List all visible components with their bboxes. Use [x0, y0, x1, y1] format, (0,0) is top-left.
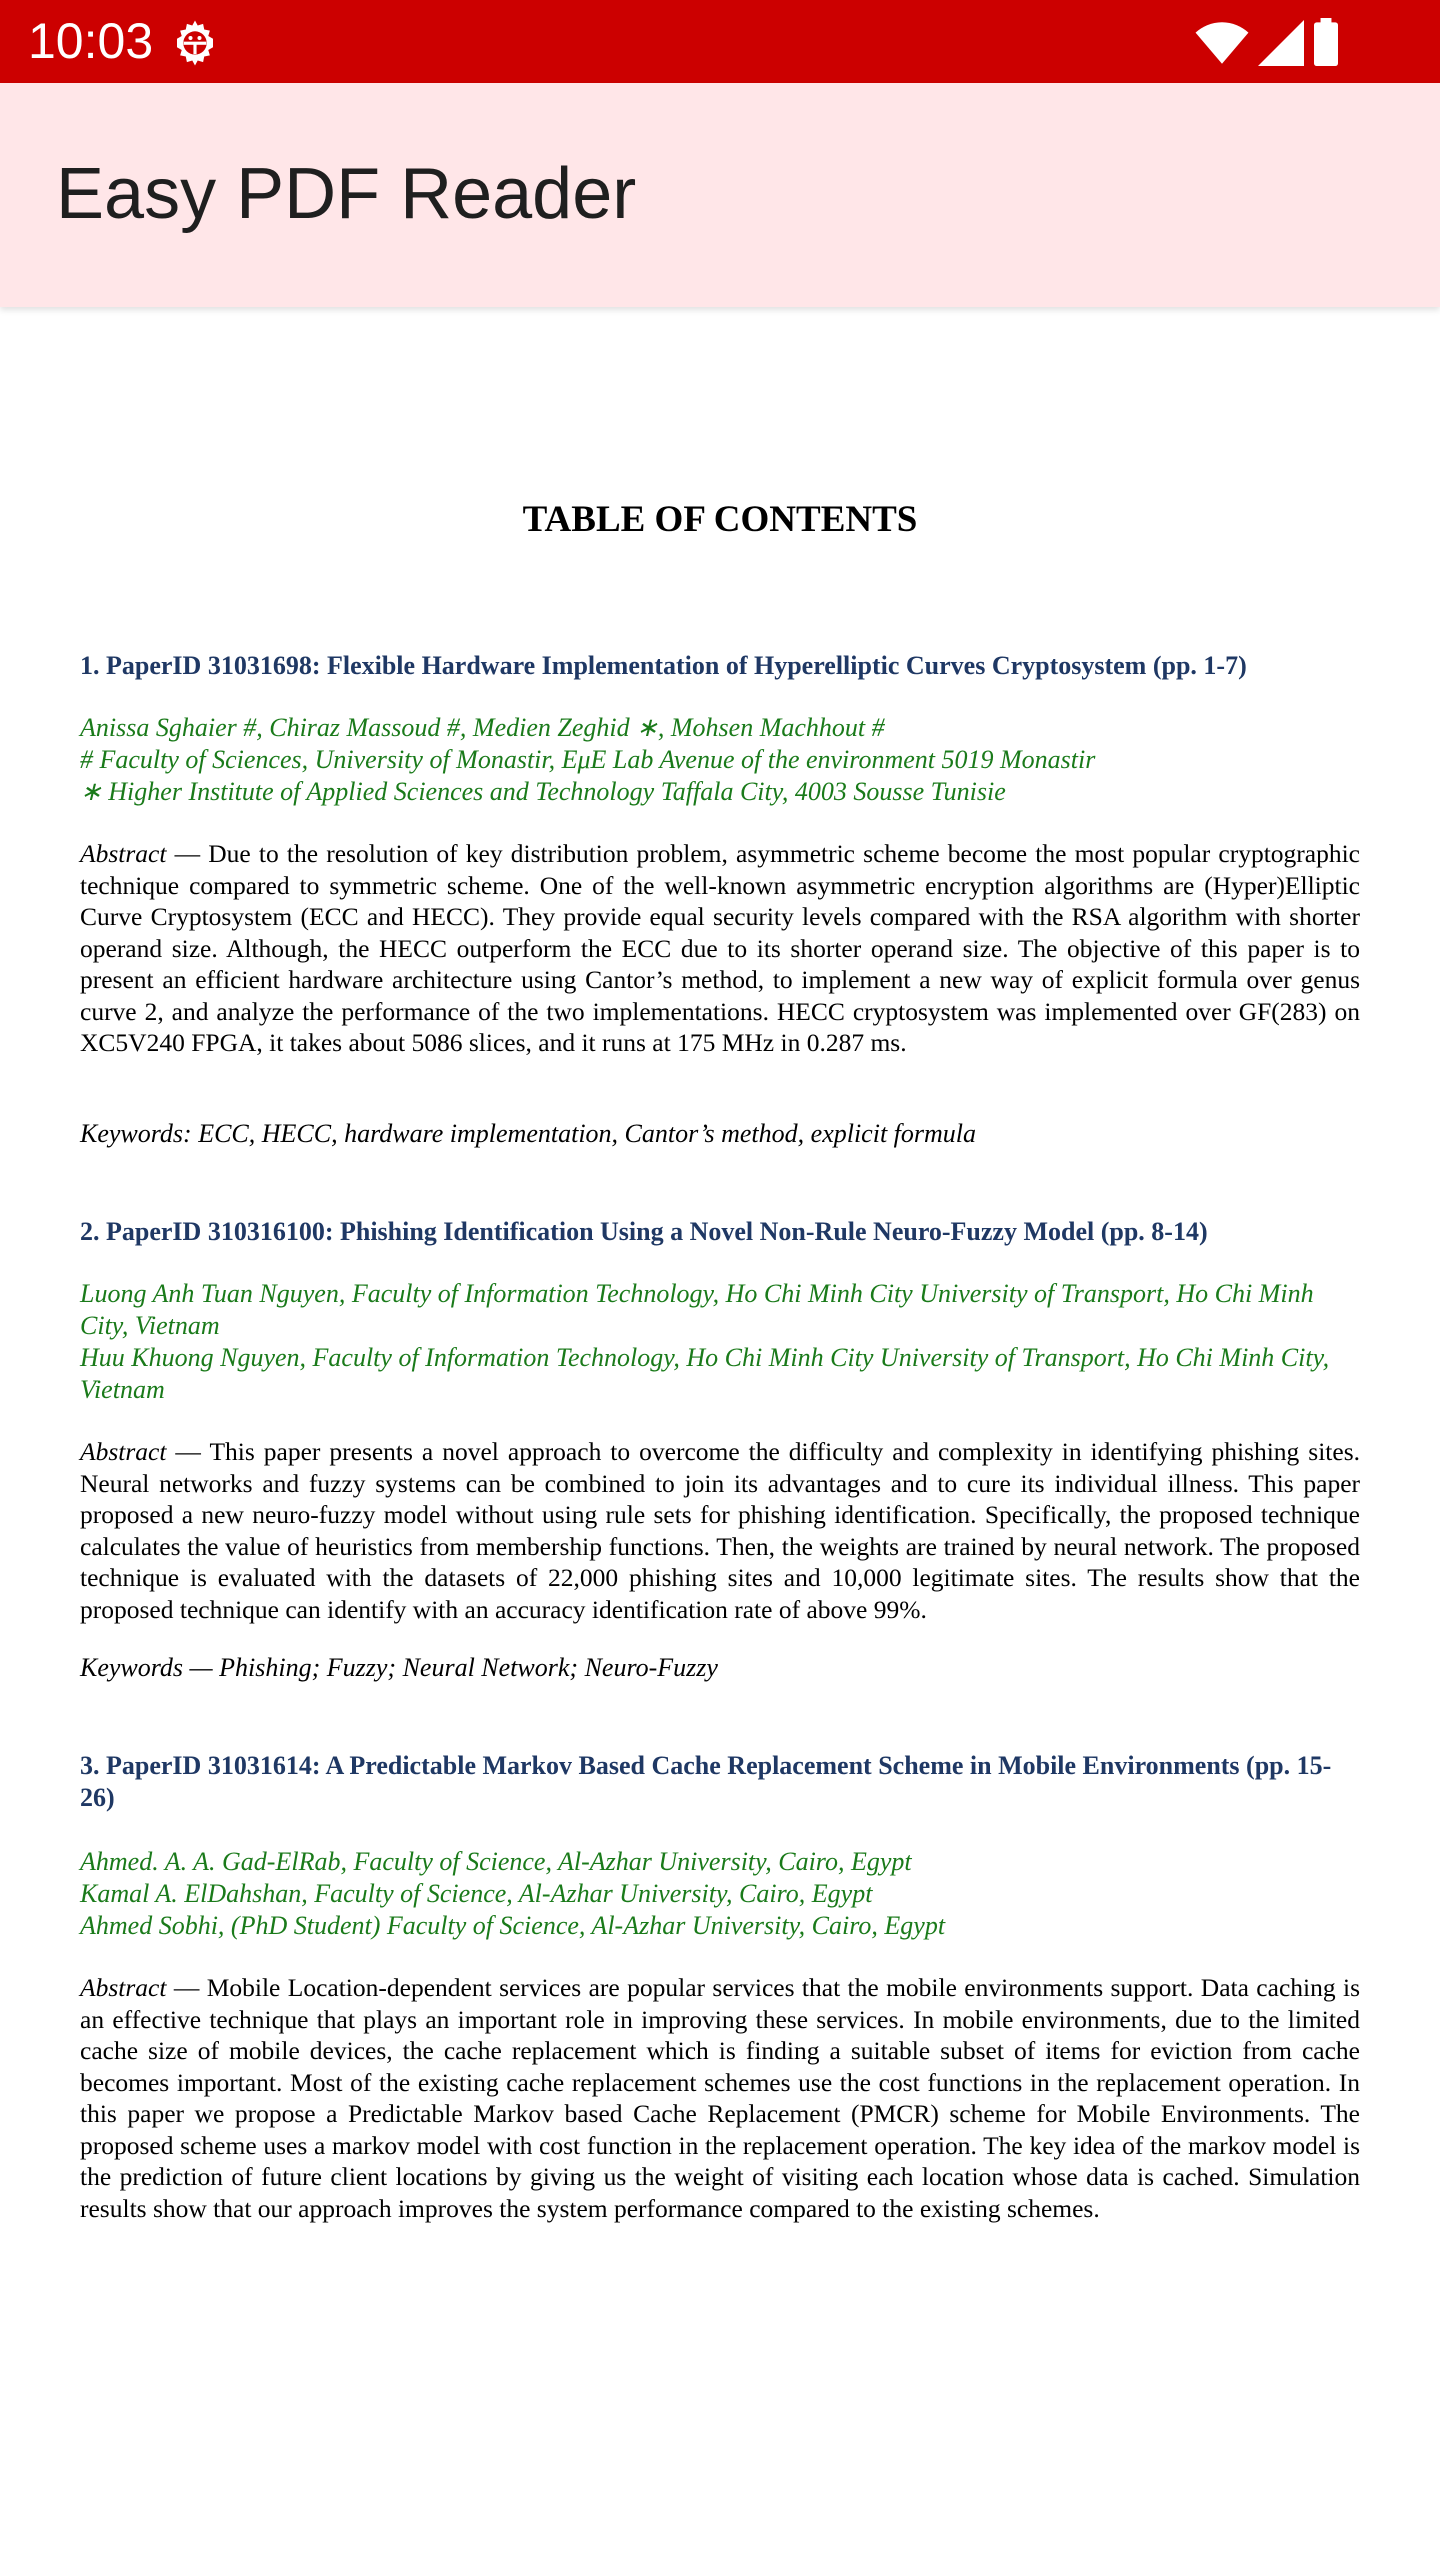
status-icons — [1194, 18, 1340, 66]
author-line: Ahmed. A. A. Gad-ElRab, Faculty of Science, Al-Azhar University, Cairo, Egypt — [80, 1847, 912, 1876]
entry-keywords: Keywords — Phishing; Fuzzy; Neural Network; Neuro-Fuzzy — [80, 1653, 718, 1682]
author-line: Kamal A. ElDahshan, Faculty of Science, Al-Azhar University, Cairo, Egypt — [80, 1879, 873, 1908]
toc-entry-title[interactable]: 2. PaperID 310316100: Phishing Identification Using a Novel Non-Rule Neuro-Fuzzy Model (pp. 8-14) — [80, 1217, 1208, 1246]
author-line: ∗ Higher Institute of Applied Sciences and Technology Taffala City, 4003 Sousse Tunisie — [80, 777, 1006, 806]
abstract-text: — This paper presents a novel approach to overcome the difficulty and complexity in identifying phishing sites. Neural networks and fuzzy systems can be combined to join its advantages and to cure its individual illness. This paper proposed a new neuro-fuzzy model without using rule sets for phishing identification. Specifically, the proposed technique calculates the value of heuristics from membership functions. Then, the weights are trained by neural network. The proposed technique is evaluated with the datasets of 22,000 phishing sites and 10,000 legitimate sites. The results show that the proposed technique can identify with an accuracy identification rate of above 99%. — [80, 1437, 1360, 1624]
entry-keywords: Keywords: ECC, HECC, hardware implementation, Cantor’s method, explicit formula — [80, 1119, 977, 1148]
entry-abstract — [80, 1436, 1360, 1625]
settings-gear-icon — [168, 16, 222, 70]
author-line: Ahmed Sobhi, (PhD Student) Faculty of Science, Al-Azhar University, Cairo, Egypt — [80, 1911, 946, 1940]
abstract-text: — Due to the resolution of key distribution problem, asymmetric scheme become the most popular cryptographic technique compared to symmetric scheme. One of the well-known asymmetric encryption algorithms are (Hyper)Elliptic Curve Cryptosystem (ECC and HECC). They provide equal security levels compared with the RSA algorithm with shorter operand size. Although, the HECC outperform the ECC due to its shorter operand size. The objective of this paper is to present an efficient hardware architecture using Cantor’s method, to implement a new way of explicit formula over genus curve 2, and analyze the performance of the two implementations. HECC cryptosystem was implemented over GF(283) on XC5V240 FPGA, it takes about 5086 slices, and it runs at 175 MHz in 0.287 ms. — [80, 839, 1360, 1057]
entry-authors — [80, 1846, 1360, 1942]
entry-authors — [80, 1278, 1360, 1406]
abstract-label: Abstract — [80, 1973, 167, 2002]
status-bar — [0, 0, 1440, 83]
app-bar — [0, 83, 1440, 307]
toc-entry-title[interactable]: 3. PaperID 31031614: A Predictable Markov Based Cache Replacement Scheme in Mobile Environments (pp. 15-26) — [80, 1751, 1332, 1812]
author-line: Anissa Sghaier #, Chiraz Massoud #, Medien Zeghid ∗, Mohsen Machhout # — [80, 713, 885, 742]
toc-entry-title[interactable]: 1. PaperID 31031698: Flexible Hardware Implementation of Hyperelliptic Curves Cryptosystem (pp. 1-7) — [80, 651, 1247, 680]
wifi-icon — [1194, 20, 1250, 66]
entry-authors — [80, 712, 1360, 808]
app-title: Easy PDF Reader — [56, 154, 637, 234]
entry-abstract — [80, 1972, 1360, 2224]
cellular-signal-icon — [1258, 20, 1304, 66]
author-line: Luong Anh Tuan Nguyen, Faculty of Information Technology, Ho Chi Minh City University of Transport, Ho Chi Minh City, Vietnam — [80, 1279, 1314, 1340]
author-line: Huu Khuong Nguyen, Faculty of Information Technology, Ho Chi Minh City University of Transport, Ho Chi Minh City, Vietnam — [80, 1343, 1330, 1404]
status-time: 10:03 — [28, 13, 154, 69]
author-line: # Faculty of Sciences, University of Monastir, EμE Lab Avenue of the environment 5019 Monastir — [80, 745, 1096, 774]
entry-abstract — [80, 838, 1360, 1059]
abstract-label: Abstract — [80, 839, 167, 868]
abstract-text: — Mobile Location-dependent services are popular services that the mobile environments support. Data caching is an effective technique that plays an important role in improving these services. In mobile environments, due to the limited cache size of mobile devices, the cache replacement which is finding a suitable subset of items for eviction from cache becomes important. Most of the existing cache replacement schemes use the cost functions in the replacement operation. In this paper we propose a Predictable Markov based Cache Replacement (PMCR) scheme for Mobile Environments. The proposed scheme uses a markov model with cost function in the replacement operation. The key idea of the markov model is the prediction of future client locations by giving us the weight of visiting each location whose data is cached. Simulation results show that our approach improves the system performance compared to the existing schemes. — [80, 1973, 1360, 2223]
abstract-label: Abstract — [80, 1437, 167, 1466]
battery-icon — [1312, 18, 1340, 66]
toc-heading: TABLE OF CONTENTS — [522, 499, 918, 540]
